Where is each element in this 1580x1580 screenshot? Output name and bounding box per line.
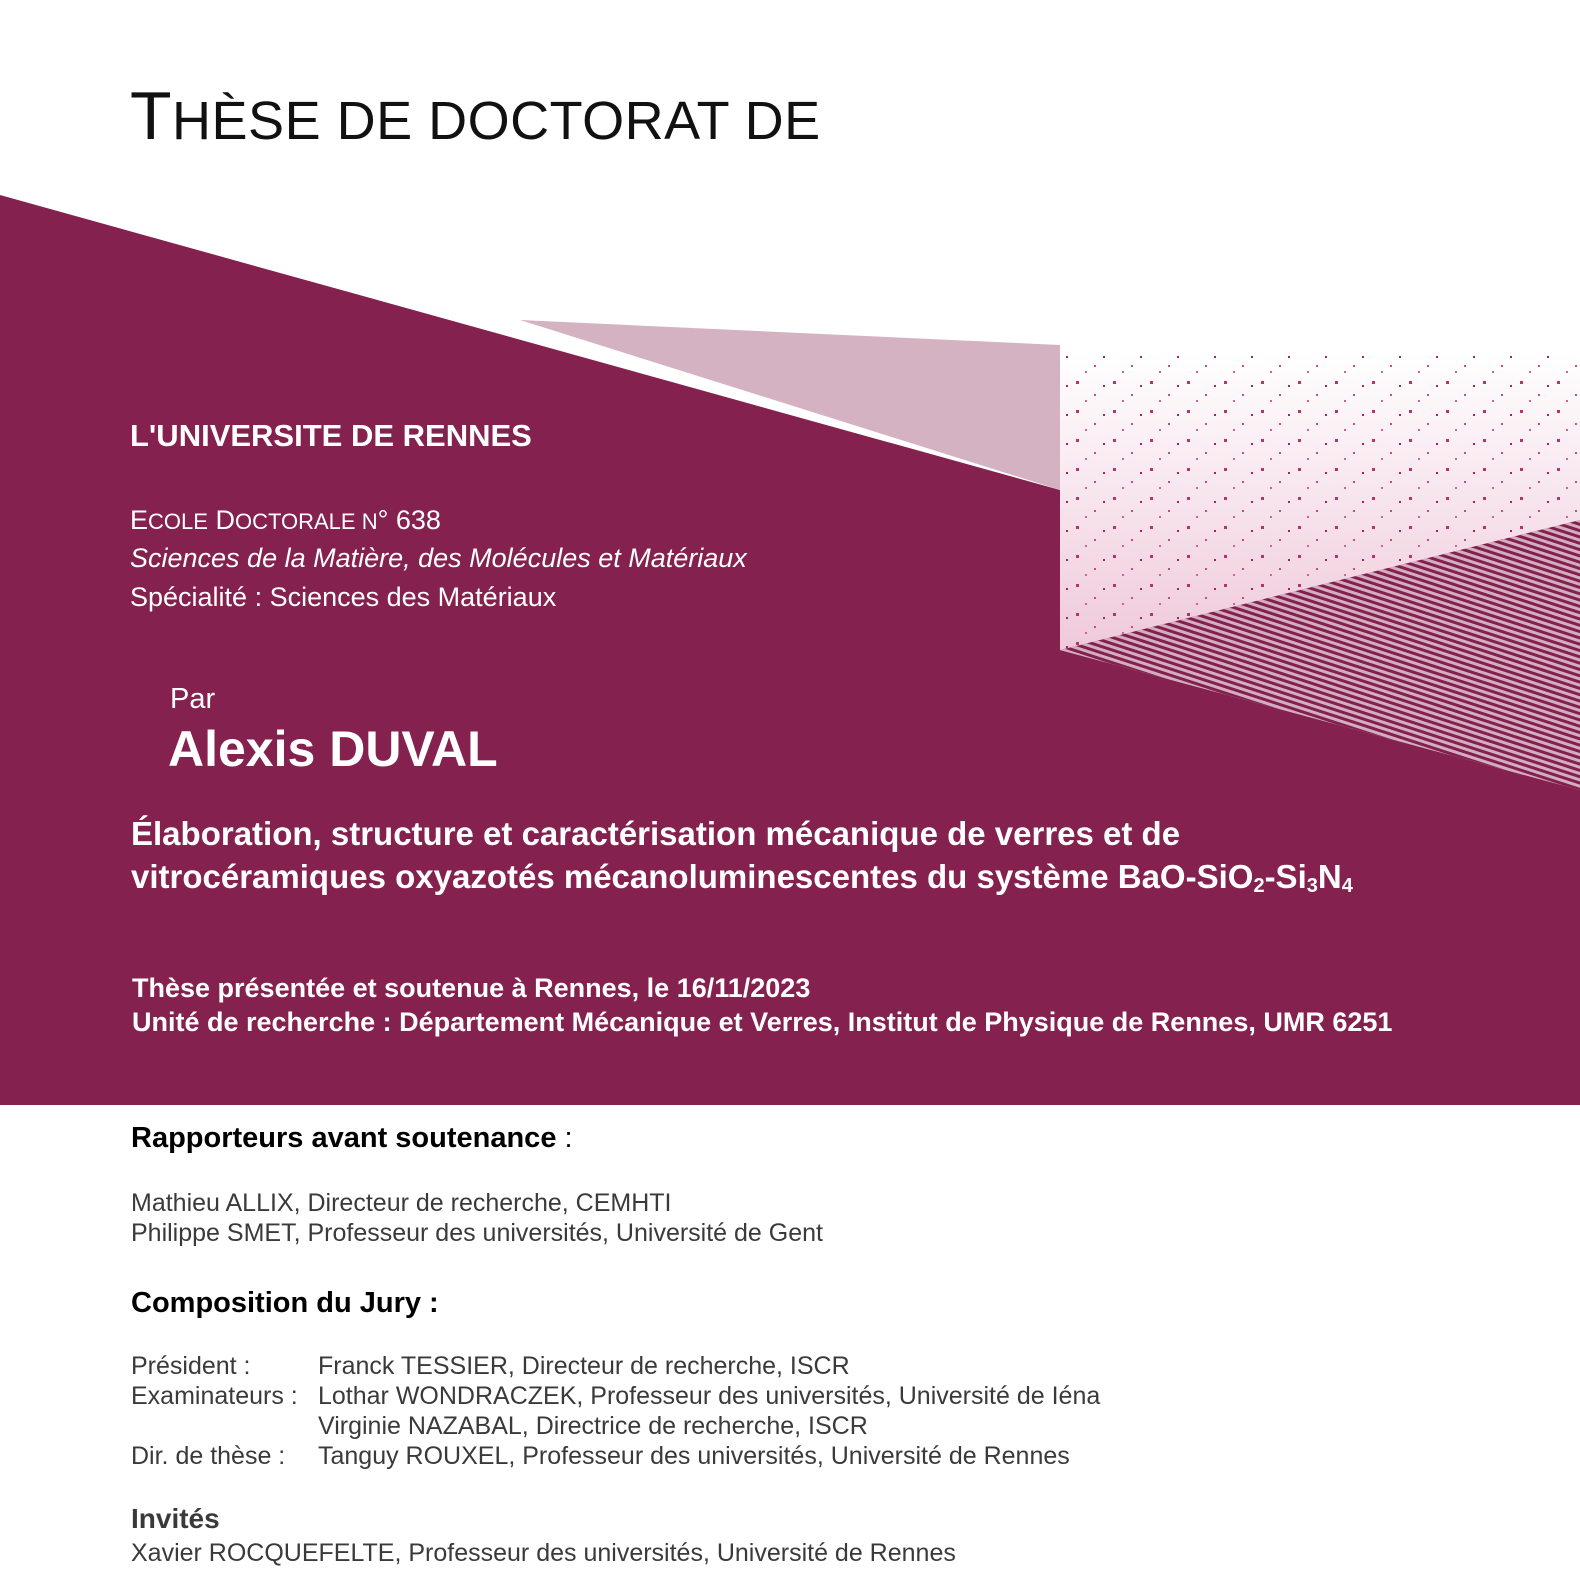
specialty: Spécialité : Sciences des Matériaux <box>130 582 557 612</box>
research-unit: Unité de recherche : Département Mécanique et Verres, Institut de Physique de Rennes, UMR 6251 <box>132 1007 1393 1037</box>
school-prefix-e: E <box>130 505 149 535</box>
rapporteurs-heading <box>131 1122 573 1155</box>
subscript: 3 <box>1306 875 1318 897</box>
invite-item: Xavier ROCQUEFELTE, Professeur des universités, Université de Rennes <box>131 1539 956 1567</box>
defense-info: Thèse présentée et soutenue à Rennes, le 16/11/2023 <box>132 973 811 1003</box>
jury-role: Dir. de thèse : <box>131 1442 286 1470</box>
school-prefix-d: D <box>215 505 235 535</box>
thesis-title-line2 <box>131 855 1561 898</box>
rapporteur-item: Mathieu ALLIX, Directeur de recherche, CEMHTI <box>131 1189 672 1217</box>
rapporteurs-heading-text: Rapporteurs avant soutenance <box>131 1122 557 1154</box>
title-line2-b: -Si <box>1264 858 1307 895</box>
jury-list <box>131 1351 1100 1471</box>
jury-member: Tanguy ROUXEL, Professeur des universités, Université de Rennes <box>318 1442 1070 1470</box>
title-rest: HÈSE DE DOCTORAT DE <box>172 91 821 151</box>
author-name: Alexis DUVAL <box>168 721 498 777</box>
jury-role: Président : <box>131 1352 251 1380</box>
thesis-title <box>131 812 1561 898</box>
title-line2-c: N <box>1317 858 1342 895</box>
doctoral-school-name: Sciences de la Matière, des Molécules et Matériaux <box>130 543 747 573</box>
rapporteurs-heading-colon: : <box>556 1122 573 1154</box>
jury-row <box>131 1441 1100 1471</box>
subscript: 4 <box>1341 875 1353 897</box>
doctoral-school <box>130 505 441 536</box>
university-name: L'UNIVERSITE DE RENNES <box>130 418 532 453</box>
jury-member: Virginie NAZABAL, Directrice de recherche, ISCR <box>318 1412 868 1440</box>
jury-role: Examinateurs : <box>131 1382 298 1410</box>
jury-heading: Composition du Jury : <box>131 1287 439 1319</box>
jury-row <box>131 1351 1100 1381</box>
title-line2-a: vitrocéramiques oxyazotés mécanoluminescentes du système BaO-SiO <box>131 858 1254 895</box>
thesis-title-line1: Élaboration, structure et caractérisation mécanique de verres et de <box>131 815 1181 852</box>
jury-row <box>131 1411 1100 1441</box>
jury-row <box>131 1381 1100 1411</box>
rapporteur-item: Philippe SMET, Professeur des universités, Université de Gent <box>131 1219 823 1247</box>
jury-member: Franck TESSIER, Directeur de recherche, ISCR <box>318 1352 850 1380</box>
by-label: Par <box>170 683 216 715</box>
school-prefix-rest2: OCTORALE N <box>234 509 378 534</box>
invites-heading: Invités <box>131 1503 220 1534</box>
title-initial: T <box>130 78 173 154</box>
subscript: 2 <box>1253 875 1265 897</box>
page-title <box>130 78 821 154</box>
jury-role <box>131 1411 318 1441</box>
school-number: ° 638 <box>377 505 441 535</box>
jury-member: Lothar WONDRACZEK, Professeur des universités, Université de Iéna <box>318 1382 1101 1410</box>
school-prefix-rest1: COLE <box>148 509 208 534</box>
